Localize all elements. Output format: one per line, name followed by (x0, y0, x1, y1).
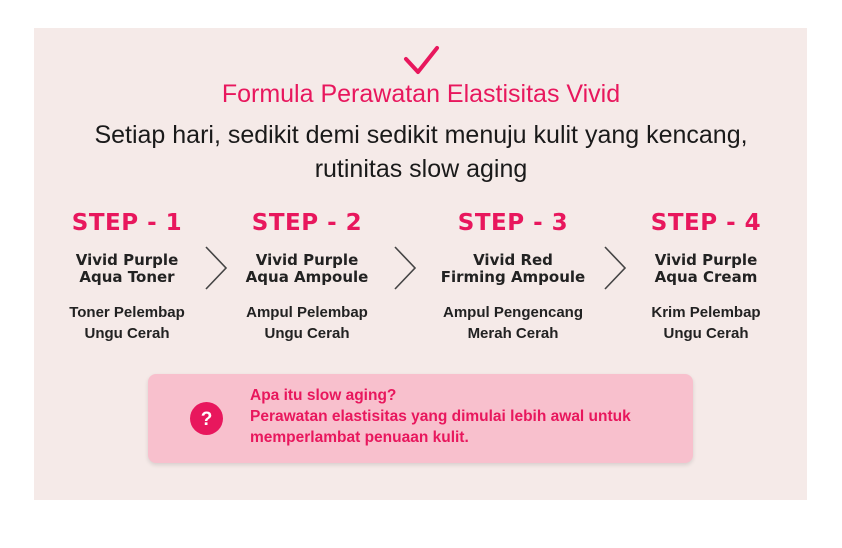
step-1 (32, 206, 222, 344)
subtitle-line: Setiap hari, sedikit demi sedikit menuju kulit yang kencang, (94, 121, 748, 149)
product-line: Aqua Toner (79, 268, 175, 286)
info-line: memperlambat penuaan kulit. (250, 429, 469, 446)
desc-line: Krim Pelembap (651, 304, 761, 321)
desc-line: Merah Cerah (467, 325, 559, 342)
checkmark-icon (402, 44, 440, 78)
desc-line: Ampul Pengencang (442, 304, 584, 321)
step-product (32, 252, 222, 286)
info-heading: Apa itu slow aging? (250, 387, 397, 404)
step-product (611, 252, 801, 286)
product-line: Aqua Cream (654, 268, 758, 286)
product-line: Vivid Red (473, 251, 553, 269)
info-line: Perawatan elastisitas yang dimulai lebih awal untuk (250, 408, 631, 425)
subtitle-line: rutinitas slow aging (314, 155, 528, 183)
info-text (250, 385, 690, 448)
step-label: STEP - 2 (251, 210, 363, 236)
info-box (148, 374, 693, 463)
desc-line: Toner Pelembap (69, 304, 185, 321)
step-3 (418, 206, 608, 344)
step-label: STEP - 3 (457, 210, 569, 236)
chevron-right-icon (392, 244, 418, 292)
desc-line: Ampul Pelembap (246, 304, 368, 321)
product-line: Vivid Purple (255, 251, 359, 269)
step-product (212, 252, 402, 286)
step-2 (212, 206, 402, 344)
product-line: Aqua Ampoule (245, 268, 369, 286)
page-title: Formula Perawatan Elastisitas Vivid (221, 80, 621, 108)
product-line: Firming Ampoule (440, 268, 586, 286)
product-line: Vivid Purple (654, 251, 758, 269)
desc-line: Ungu Cerah (663, 325, 749, 342)
step-description (32, 302, 222, 344)
step-label: STEP - 1 (71, 210, 183, 236)
desc-line: Ungu Cerah (84, 325, 170, 342)
step-label: STEP - 4 (650, 210, 762, 236)
question-icon (190, 402, 223, 435)
page-subtitle (0, 118, 842, 186)
step-description (611, 302, 801, 344)
svg-text:?: ? (200, 409, 213, 430)
step-description (418, 302, 608, 344)
step-product (418, 252, 608, 286)
product-line: Vivid Purple (75, 251, 179, 269)
step-description (212, 302, 402, 344)
step-4 (611, 206, 801, 344)
desc-line: Ungu Cerah (264, 325, 350, 342)
